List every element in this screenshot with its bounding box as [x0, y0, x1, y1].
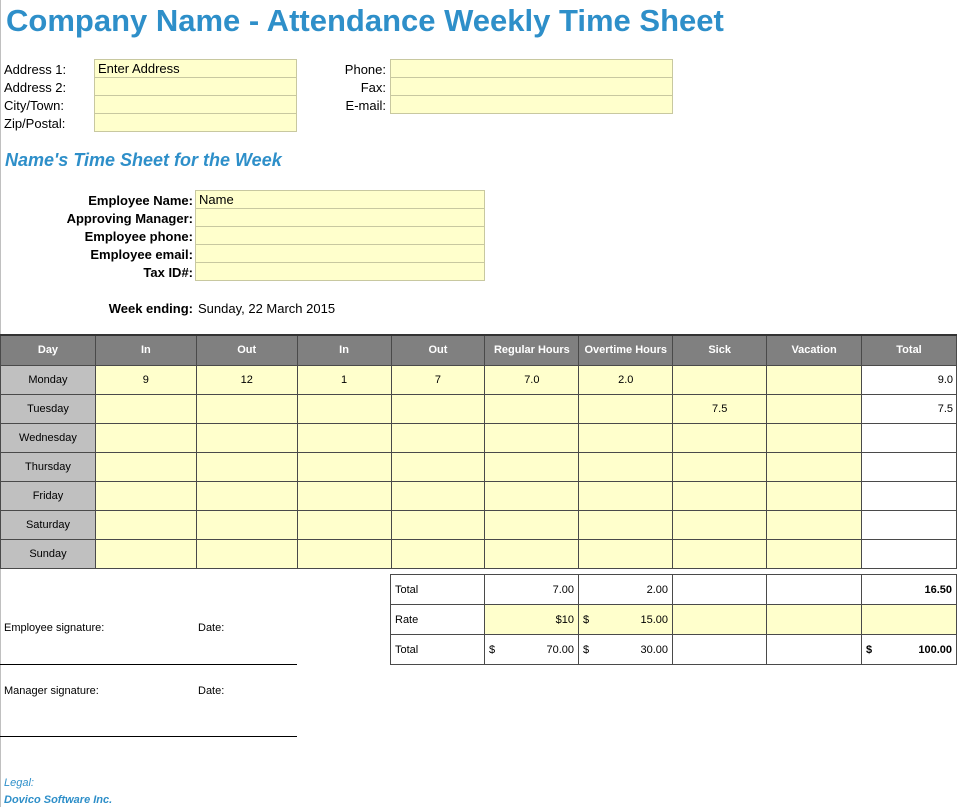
- overtime-hours-cell[interactable]: [579, 423, 673, 452]
- total-rate-cell: [862, 605, 957, 635]
- total-pay-value: 100.00: [918, 643, 952, 656]
- address2-label: Address 2:: [4, 80, 67, 95]
- legal-company: Dovico Software Inc.: [4, 794, 113, 806]
- in-cell[interactable]: [297, 423, 391, 452]
- zip-label: Zip/Postal:: [4, 116, 66, 131]
- total-overtime-hours: 2.00: [579, 575, 673, 605]
- regular-hours-cell[interactable]: [485, 510, 579, 539]
- employee-email-field[interactable]: [195, 244, 485, 263]
- overtime-hours-cell[interactable]: 2.0: [579, 365, 673, 394]
- overtime-hours-cell[interactable]: [579, 452, 673, 481]
- in-cell[interactable]: [95, 510, 196, 539]
- column-header: Day: [1, 335, 96, 365]
- total-cell: 9.0: [862, 365, 957, 394]
- summary-pay-label: Total: [391, 635, 485, 665]
- total-vacation-hours: [767, 575, 862, 605]
- column-header: Sick: [673, 335, 767, 365]
- overtime-pay-cell: [579, 635, 673, 665]
- sick-cell[interactable]: [673, 539, 767, 568]
- currency-symbol: $: [866, 643, 873, 656]
- column-header: In: [297, 335, 391, 365]
- total-sick-hours: [673, 575, 767, 605]
- table-row: [1, 365, 957, 394]
- overtime-hours-cell[interactable]: [579, 394, 673, 423]
- email-label: E-mail:: [345, 98, 386, 113]
- summary-pay-row: [391, 635, 957, 665]
- vacation-cell[interactable]: [767, 452, 862, 481]
- out-cell[interactable]: 7: [391, 365, 485, 394]
- table-header-row: [1, 335, 957, 365]
- approving-manager-field[interactable]: [195, 208, 485, 227]
- page-title: Company Name - Attendance Weekly Time Sheet: [6, 3, 724, 38]
- sick-cell[interactable]: 7.5: [673, 394, 767, 423]
- out-cell[interactable]: [196, 481, 297, 510]
- employee-name-field[interactable]: Name: [195, 190, 485, 209]
- employee-date-label: Date:: [198, 622, 225, 634]
- address1-label: Address 1:: [4, 62, 67, 77]
- regular-rate-cell[interactable]: $10: [485, 605, 579, 635]
- column-header: In: [95, 335, 196, 365]
- city-field[interactable]: [94, 95, 297, 114]
- fax-label: Fax:: [360, 80, 386, 95]
- in-cell[interactable]: [297, 481, 391, 510]
- sick-cell[interactable]: [673, 452, 767, 481]
- column-header: Overtime Hours: [579, 335, 673, 365]
- total-regular-hours: 7.00: [485, 575, 579, 605]
- column-header: Regular Hours: [485, 335, 579, 365]
- out-cell[interactable]: [196, 423, 297, 452]
- day-cell: Wednesday: [1, 423, 96, 452]
- out-cell[interactable]: [391, 481, 485, 510]
- out-cell[interactable]: [391, 394, 485, 423]
- employee-phone-field[interactable]: [195, 226, 485, 245]
- regular-hours-cell[interactable]: [485, 539, 579, 568]
- column-header: Out: [196, 335, 297, 365]
- vacation-rate-cell[interactable]: [767, 605, 862, 635]
- out-cell[interactable]: [391, 539, 485, 568]
- summary-total-hours-row: [391, 575, 957, 605]
- regular-hours-cell[interactable]: [485, 481, 579, 510]
- employee-signature-label: Employee signature:: [4, 622, 105, 634]
- table-row: [1, 394, 957, 423]
- sick-cell[interactable]: [673, 423, 767, 452]
- manager-signature-line: [0, 736, 297, 737]
- column-header: Out: [391, 335, 485, 365]
- manager-signature-label: Manager signature:: [4, 685, 99, 697]
- column-header: Vacation: [767, 335, 862, 365]
- in-cell[interactable]: [95, 452, 196, 481]
- zip-field[interactable]: [94, 113, 297, 132]
- day-cell: Tuesday: [1, 394, 96, 423]
- overtime-rate-value: 15.00: [640, 613, 668, 626]
- column-header: Total: [862, 335, 957, 365]
- out-cell[interactable]: [391, 510, 485, 539]
- day-cell: Thursday: [1, 452, 96, 481]
- out-cell[interactable]: [196, 539, 297, 568]
- address1-field[interactable]: Enter Address: [94, 59, 297, 78]
- vacation-cell[interactable]: [767, 423, 862, 452]
- table-row: [1, 481, 957, 510]
- currency-symbol: $: [583, 643, 590, 656]
- table-row: [1, 539, 957, 568]
- approving-manager-label: Approving Manager:: [66, 211, 193, 226]
- day-cell: Sunday: [1, 539, 96, 568]
- out-cell[interactable]: [196, 394, 297, 423]
- tax-id-field[interactable]: [195, 262, 485, 281]
- in-cell[interactable]: [95, 481, 196, 510]
- total-pay-cell: [862, 635, 957, 665]
- out-cell[interactable]: [391, 452, 485, 481]
- sick-cell[interactable]: [673, 481, 767, 510]
- time-table: [0, 334, 957, 569]
- vacation-cell[interactable]: [767, 539, 862, 568]
- out-cell[interactable]: 12: [196, 365, 297, 394]
- out-cell[interactable]: [196, 510, 297, 539]
- legal-label: Legal:: [4, 777, 34, 789]
- manager-date-label: Date:: [198, 685, 225, 697]
- total-cell: [862, 452, 957, 481]
- overtime-hours-cell[interactable]: [579, 481, 673, 510]
- email-field[interactable]: [390, 95, 673, 114]
- day-cell: Monday: [1, 365, 96, 394]
- timesheet-subtitle: Name's Time Sheet for the Week: [5, 150, 282, 170]
- in-cell[interactable]: [297, 539, 391, 568]
- total-cell: [862, 539, 957, 568]
- in-cell[interactable]: [95, 423, 196, 452]
- overtime-hours-cell[interactable]: [579, 539, 673, 568]
- city-label: City/Town:: [4, 98, 64, 113]
- table-row: [1, 452, 957, 481]
- sick-cell[interactable]: [673, 365, 767, 394]
- overtime-rate-cell[interactable]: [579, 605, 673, 635]
- summary-rate-label: Rate: [391, 605, 485, 635]
- total-cell: 7.5: [862, 394, 957, 423]
- vacation-cell[interactable]: [767, 365, 862, 394]
- out-cell[interactable]: [391, 423, 485, 452]
- regular-pay-value: 70.00: [546, 643, 574, 656]
- regular-hours-cell[interactable]: [485, 394, 579, 423]
- employee-email-label: Employee email:: [90, 247, 193, 262]
- table-row: [1, 423, 957, 452]
- overtime-hours-cell[interactable]: [579, 510, 673, 539]
- phone-label: Phone:: [344, 62, 386, 77]
- total-cell: [862, 481, 957, 510]
- overtime-pay-value: 30.00: [640, 643, 668, 656]
- employee-signature-line: [0, 664, 297, 665]
- currency-symbol: $: [489, 643, 496, 656]
- in-cell[interactable]: [297, 452, 391, 481]
- fax-field[interactable]: [390, 77, 673, 96]
- vacation-cell[interactable]: [767, 481, 862, 510]
- vacation-cell[interactable]: [767, 394, 862, 423]
- sick-rate-cell[interactable]: [673, 605, 767, 635]
- table-row: [1, 510, 957, 539]
- sick-cell[interactable]: [673, 510, 767, 539]
- summary-total-label: Total: [391, 575, 485, 605]
- summary-rate-row: [391, 605, 957, 635]
- day-cell: Friday: [1, 481, 96, 510]
- vacation-pay-cell: [767, 635, 862, 665]
- total-cell: [862, 510, 957, 539]
- phone-field[interactable]: [390, 59, 673, 78]
- in-cell[interactable]: 9: [95, 365, 196, 394]
- day-cell: Saturday: [1, 510, 96, 539]
- in-cell[interactable]: [95, 539, 196, 568]
- regular-hours-cell[interactable]: 7.0: [485, 365, 579, 394]
- employee-name-label: Employee Name:: [88, 193, 193, 208]
- in-cell[interactable]: [297, 510, 391, 539]
- sick-pay-cell: [673, 635, 767, 665]
- address2-field[interactable]: [94, 77, 297, 96]
- vacation-cell[interactable]: [767, 510, 862, 539]
- currency-symbol: $: [583, 613, 590, 626]
- regular-pay-cell: [485, 635, 579, 665]
- in-cell[interactable]: 1: [297, 365, 391, 394]
- in-cell[interactable]: [297, 394, 391, 423]
- week-ending-label: Week ending:: [108, 301, 193, 316]
- employee-phone-label: Employee phone:: [84, 229, 193, 244]
- total-cell: [862, 423, 957, 452]
- week-ending-value[interactable]: Sunday, 22 March 2015: [198, 301, 336, 316]
- tax-id-label: Tax ID#:: [143, 265, 193, 280]
- regular-hours-cell[interactable]: [485, 423, 579, 452]
- in-cell[interactable]: [95, 394, 196, 423]
- regular-hours-cell[interactable]: [485, 452, 579, 481]
- grand-total-hours: 16.50: [862, 575, 957, 605]
- summary-table: [390, 574, 957, 665]
- out-cell[interactable]: [196, 452, 297, 481]
